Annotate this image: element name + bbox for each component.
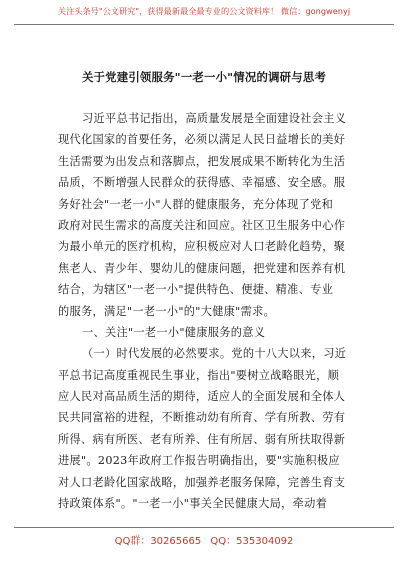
body-line: 现代化国家的首要任务，必须以满足人民日益增长的美好 [58,133,346,147]
body-line: 应人民对高品质生活的期待，适应人的全面发展和全体人 [58,390,346,404]
header-banner: 关注头条号"公文研究"，获得最新最全最专业的公文资料库！ 微信：gongwenyj [57,6,351,16]
body-line: 进展"。2023年政府工作报告明确指出，要"实施积极应 [58,454,340,468]
body-line: 务好社会"一老一小"人群的健康服务，充分体现了党和 [58,197,334,211]
body-line: 政府对民生需求的高度关注和回应。社区卫生服务中心作 [58,218,346,232]
body-line: 结合，为辖区"一老一小"提供特色、便捷、精准、专业 [58,283,334,297]
document-body [58,108,358,514]
body-line: 品质，不断增强人民群众的获得感、幸福感、安全感。服 [58,176,346,190]
section-heading: 一、关注"一老一小"健康服务的意义 [82,325,266,339]
body-line: 习近平总书记指出，高质量发展是全面建设社会主义 [82,112,347,125]
body-line: 所得、病有所医、老有所养、住有所居、弱有所扶取得新 [58,432,346,446]
body-line: 持政策体系"。"一老一小"事关全民健康大局，牵动着 [58,497,328,511]
footer-qq-group: QQ群：30265665 [114,536,202,547]
body-line: 焦老人、青少年、婴幼儿的健康问题，把党建和医养有机 [58,261,346,275]
body-line: （一）时代发展的必然要求。党的十八大以来，习近 [82,347,347,361]
footer-divider [14,527,394,528]
body-line: 平总书记高度重视民生事业，指出"要树立战略眼光，顺 [58,368,340,382]
footer-contact [0,532,408,547]
body-line: 民共同富裕的进程，不断推动幼有所育、学有所教、劳有 [58,411,346,425]
body-line: 对人口老龄化国家战略，加强养老服务保障，完善生育支 [58,475,346,489]
body-line: 的服务，满足"一老一小"的"大健康"需求。 [58,304,276,318]
header-divider [14,24,394,25]
body-line: 生活需要为出发点和落脚点，把发展成果不断转化为生活 [58,154,346,168]
footer-qq: QQ：535304092 [210,536,294,547]
body-line: 为最小单元的医疗机构，应积极应对人口老龄化趋势，聚 [58,240,346,254]
document-title: 关于党建引领服务"一老一小"情况的调研与思考 [81,70,327,84]
